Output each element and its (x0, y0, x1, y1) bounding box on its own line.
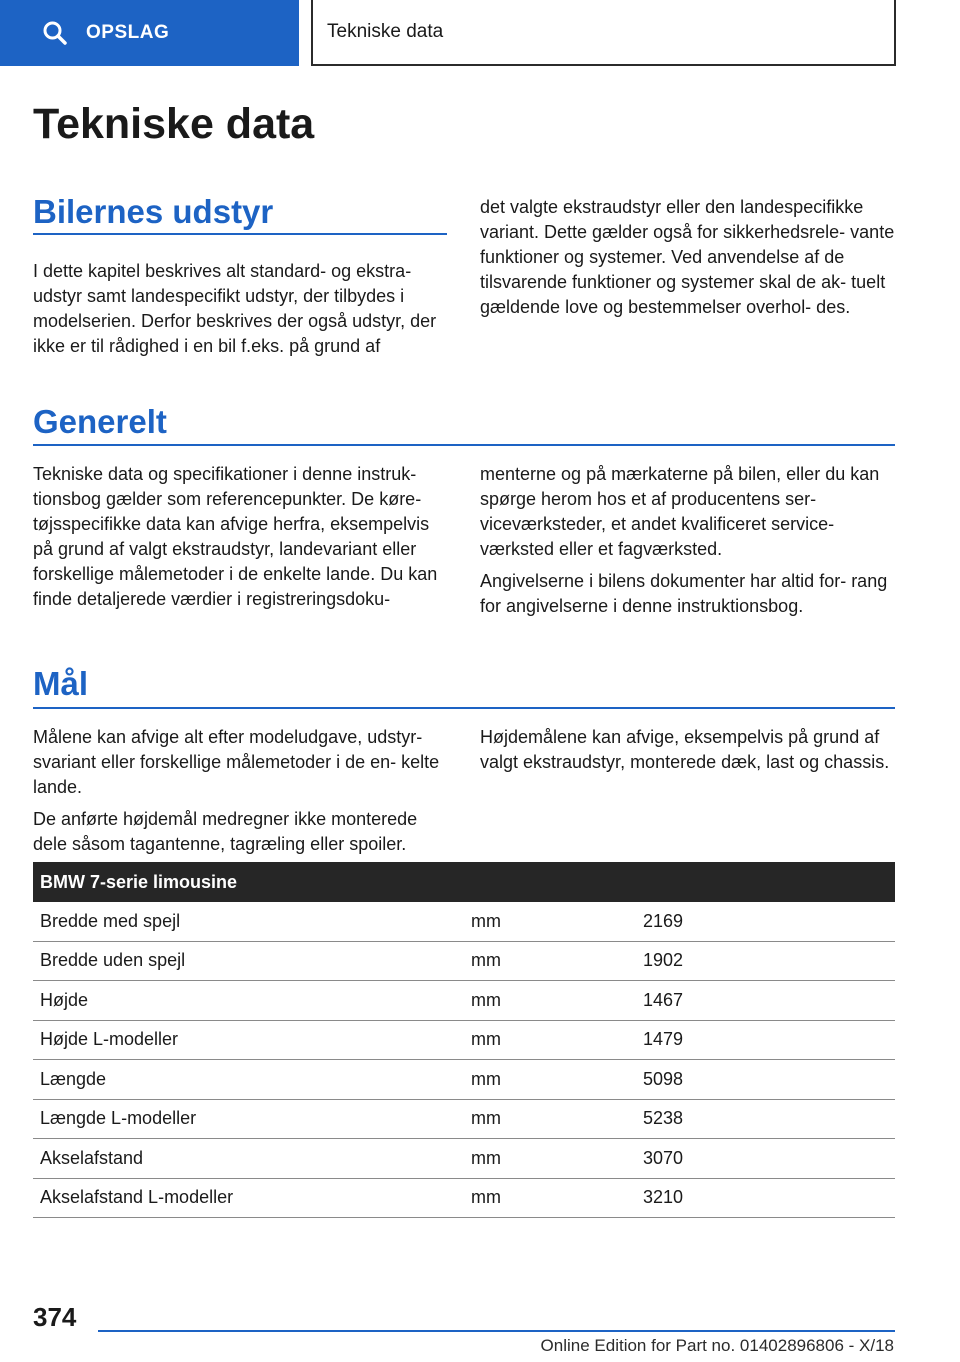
row-unit: mm (471, 950, 501, 971)
row-value: 1467 (643, 989, 684, 1010)
row-unit: mm (471, 1068, 501, 1089)
table-row (33, 942, 895, 982)
edition-text: Online Edition for Part no. 01402896806 - X/18 (540, 1336, 894, 1355)
search-icon (42, 20, 68, 46)
breadcrumb-label: Tekniske data (327, 21, 444, 42)
row-label: Bredde med spejl (40, 910, 181, 931)
text-column-left (33, 259, 449, 366)
row-value: 1902 (643, 950, 684, 971)
table-row (33, 1179, 895, 1219)
row-unit: mm (471, 1147, 501, 1168)
row-label: Længde (40, 1068, 107, 1089)
row-value: 2169 (643, 910, 684, 931)
row-value: 3210 (643, 1187, 684, 1208)
table-row (33, 1100, 895, 1140)
page-number: 374 (33, 1302, 77, 1332)
footer-rule (98, 1330, 895, 1332)
paragraph: det valgte ekstraudstyr eller den landespecifikke variant. Dette gælder også for sikkerhedsrele- vante funktioner og systemer. Ved anvendelse af de tilsvarende funktioner og systemer skal de ak- tuelt gældende love og bestemmelser overhol- des. (480, 197, 895, 317)
row-label: Højde L-modeller (40, 1029, 179, 1050)
search-tab-label: OPSLAG (86, 22, 170, 43)
row-label: Længde L-modeller (40, 1108, 197, 1129)
row-value: 5098 (643, 1068, 684, 1089)
text-column-right (480, 462, 896, 626)
table-row (33, 1021, 895, 1061)
row-value: 1479 (643, 1029, 684, 1050)
row-label: Højde (40, 989, 89, 1010)
section-rule (33, 444, 895, 446)
row-unit: mm (471, 989, 501, 1010)
row-value: 3070 (643, 1147, 684, 1168)
table-row (33, 981, 895, 1021)
section-heading-bilernes-udstyr: Bilernes udstyr (33, 193, 274, 230)
paragraph: I dette kapitel beskrives alt standard- og ekstra- udstyr samt landespecifikt udstyr, der tilbydes i modelserien. Derfor beskrives der også udstyr, der ikke er til rådighed i en bil f.eks. på grund af (33, 261, 437, 356)
section-heading-maal: Mål (33, 665, 89, 702)
paragraph: menterne og på mærkaterne på bilen, eller du kan spørge herom hos et af producentens ser- viceværksteder, et andet kvalificeret service- værksted eller et fagværksted. (480, 464, 880, 559)
section-rule (33, 233, 447, 235)
search-tab[interactable] (0, 0, 299, 66)
table-header: BMW 7-serie limousine (33, 862, 895, 902)
row-unit: mm (471, 1187, 501, 1208)
paragraph: Tekniske data og specifikationer i denne instruk- tionsbog gælder som referencepunkter. De køre- tøjsspecifikke data kan afvige herfra, eksempelvis på grund af valgt ekstraudstyr, landevariant eller forskellige målemetoder i de enkelte lande. Du kan finde detaljerede værdier i registreringsdoku- (33, 464, 438, 609)
text-column-left (33, 462, 449, 619)
page-title: Tekniske data (33, 100, 315, 148)
dimensions-table (33, 862, 895, 1218)
row-unit: mm (471, 1029, 501, 1050)
paragraph: Målene kan afvige alt efter modeludgave, udstyr- svariant eller forskellige målemetoder i de en- kelte lande. (33, 727, 440, 797)
row-unit: mm (471, 1108, 501, 1129)
paragraph: Højdemålene kan afvige, eksempelvis på grund af valgt ekstraudstyr, monterede dæk, last og chassis. (480, 727, 890, 772)
paragraph: Angivelserne i bilens dokumenter har altid for- rang for angivelserne i denne instruktionsbog. (480, 571, 888, 616)
row-label: Akselafstand L-modeller (40, 1187, 234, 1208)
text-column-right (480, 195, 896, 327)
table-row (33, 1139, 895, 1179)
table-row (33, 902, 895, 942)
section-heading-generelt: Generelt (33, 403, 167, 440)
row-unit: mm (471, 910, 501, 931)
breadcrumb (311, 0, 896, 66)
table-row (33, 1060, 895, 1100)
row-label: Akselafstand (40, 1147, 144, 1168)
text-column-right (480, 725, 896, 782)
section-rule (33, 707, 895, 709)
row-value: 5238 (643, 1108, 684, 1129)
paragraph: De anførte højdemål medregner ikke monterede dele såsom tagantenne, tagræling eller spoiler. (33, 809, 418, 854)
row-label: Bredde uden spejl (40, 950, 186, 971)
text-column-left (33, 725, 449, 864)
